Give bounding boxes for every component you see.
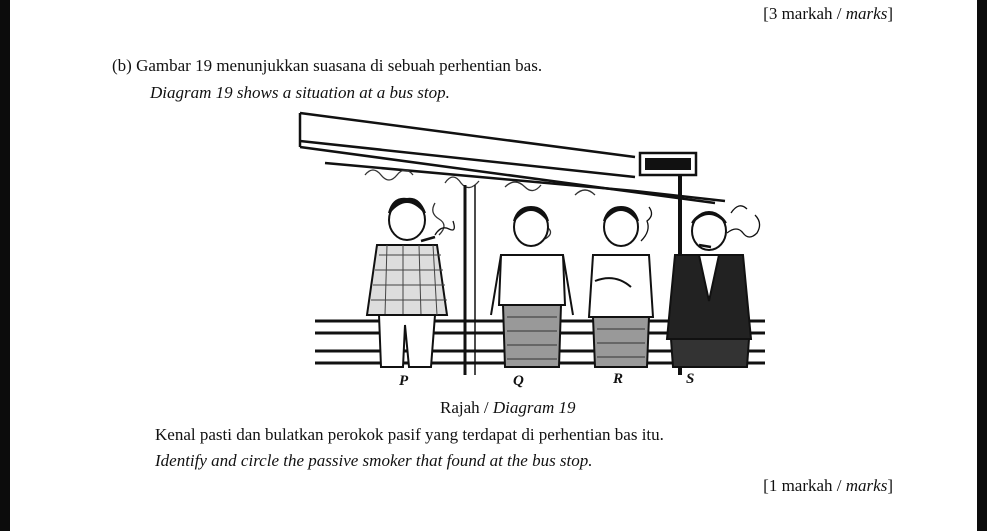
marks-bottom: [1 markah / marks] <box>763 476 893 495</box>
marks-top: [3 markah / marks] <box>763 4 893 23</box>
question-text-en: Diagram 19 shows a situation at a bus stop. <box>150 83 450 102</box>
person-label-s: S <box>686 371 695 387</box>
right-border <box>977 0 987 531</box>
diagram-caption: Rajah / Diagram 19 <box>440 398 576 417</box>
question-text-ms: (b) Gambar 19 menunjukkan suasana di sebuah perhentian bas. <box>112 56 543 75</box>
person-p <box>367 199 454 367</box>
person-q <box>491 207 573 367</box>
person-r <box>589 207 653 367</box>
bus-stop-illustration <box>295 105 765 395</box>
person-label-r: R <box>613 371 624 387</box>
question-label: (b) <box>112 56 132 75</box>
instruction-ms: Kenal pasti dan bulatkan perokok pasif yang terdapat di perhentian bas itu. <box>155 425 664 444</box>
left-border <box>0 0 10 531</box>
person-label-q: Q <box>513 373 524 389</box>
instruction-en: Identify and circle the passive smoker that found at the bus stop. <box>155 451 593 470</box>
person-label-p: P <box>399 373 409 389</box>
